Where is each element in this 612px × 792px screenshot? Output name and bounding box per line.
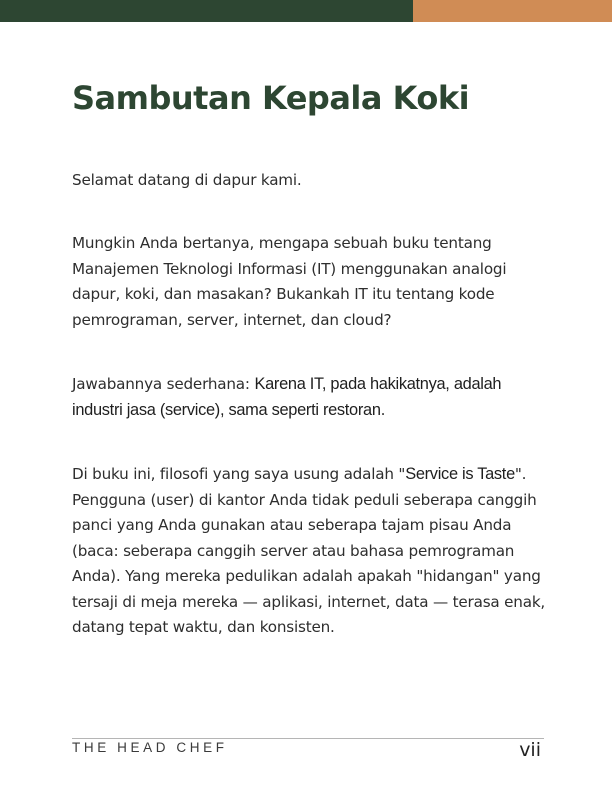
paragraph-question-text: Mungkin Anda bertanya, mengapa sebuah buku tentang Manajemen Teknologi Informasi (IT) menggunakan analogi dapur, koki, dan masakan? Bukankah IT itu tentang kode pemrograman, server, internet, dan cloud? (72, 234, 507, 329)
page-title: Sambutan Kepala Koki (72, 79, 470, 117)
paragraph-philosophy-rest: ". Pengguna (user) di kantor Anda tidak peduli seberapa canggih panci yang Anda gunakan atau seberapa tajam pisau Anda (baca: seberapa canggih server atau bahasa pemrograman Anda). Yang mereka pedulikan adalah apakah "hidangan" yang tersaji di meja mereka — aplikasi, internet, data — terasa enak, datang tepat waktu, dan konsisten. (72, 465, 546, 636)
top-color-bar (0, 0, 612, 22)
paragraph-philosophy-lead: Di buku ini, filosofi yang saya usung adalah " (72, 465, 406, 483)
footer-running-title: THE HEAD CHEF (72, 740, 228, 755)
paragraph-answer-lead: Jawabannya sederhana: (72, 375, 255, 393)
paragraph-answer (72, 372, 546, 423)
paragraph-welcome-text: Selamat datang di dapur kami. (72, 171, 302, 189)
paragraph-welcome (72, 168, 546, 194)
footer-divider (72, 738, 544, 739)
page-number: vii (519, 739, 541, 761)
paragraph-answer-emphasis: Karena IT, pada hakikatnya, adalah industri jasa (service), sama seperti restoran (72, 375, 502, 419)
paragraph-answer-end: . (380, 400, 386, 419)
top-bar-green-segment (0, 0, 413, 22)
top-bar-orange-segment (413, 0, 612, 22)
paragraph-philosophy (72, 462, 546, 641)
paragraph-question (72, 231, 546, 333)
paragraph-philosophy-emphasis: Service is Taste (405, 465, 515, 483)
